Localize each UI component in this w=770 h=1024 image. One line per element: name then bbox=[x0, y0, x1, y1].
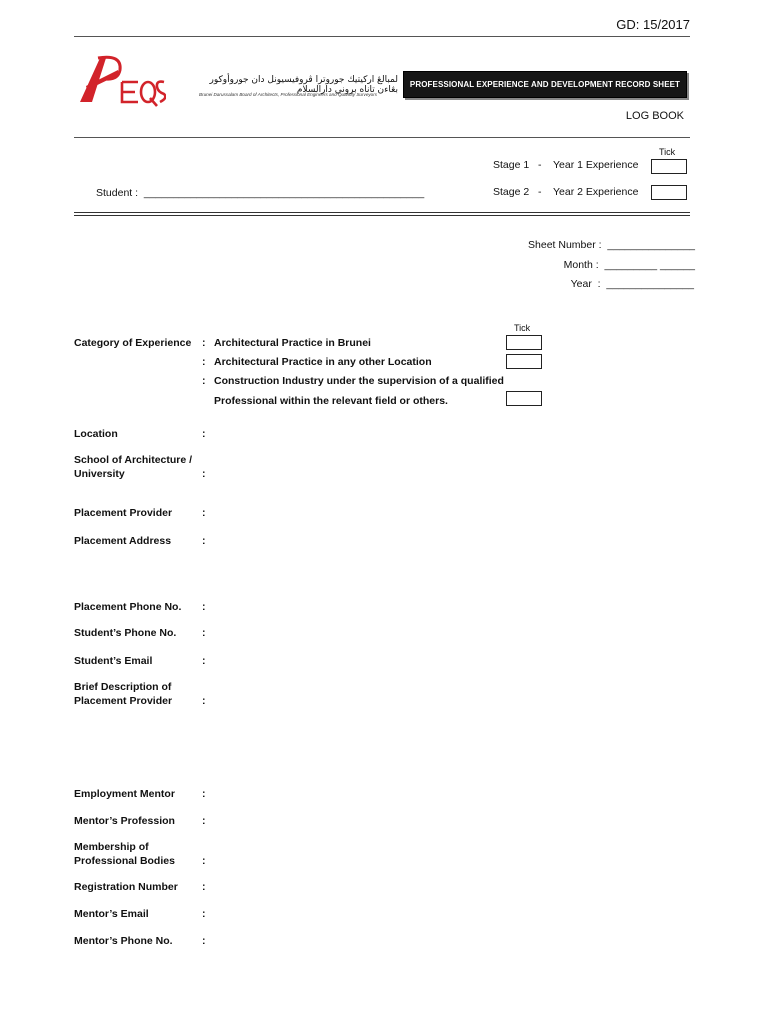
membership-label-line2: Professional Bodies bbox=[74, 855, 175, 867]
category-colon-2: : bbox=[202, 356, 206, 368]
mentor-profession-colon: : bbox=[202, 815, 206, 827]
sheet-number-field[interactable]: Sheet Number : _______________ bbox=[528, 239, 695, 251]
category-colon-3: : bbox=[202, 375, 206, 387]
stage1-dash: - bbox=[538, 159, 542, 171]
document-title-text: PROFESSIONAL EXPERIENCE AND DEVELOPMENT RECORD SHEET bbox=[409, 80, 681, 89]
year-field[interactable]: Year : _______________ bbox=[570, 278, 694, 290]
school-colon: : bbox=[202, 468, 206, 480]
logo-arabic-text: لمبالڠ اركيتيك جوروترا ڤروفيسيونل دان جوروأوكور بڠاءن تاناه بروني دارالسلام bbox=[209, 75, 398, 95]
employment-mentor-label: Employment Mentor bbox=[74, 788, 175, 800]
stage-tick-label: Tick bbox=[659, 147, 676, 157]
placement-address-colon: : bbox=[202, 535, 206, 547]
stage2-dash: - bbox=[538, 186, 542, 198]
registration-number-colon: : bbox=[202, 881, 206, 893]
student-email-colon: : bbox=[202, 655, 206, 667]
log-book-label: LOG BOOK bbox=[625, 110, 684, 122]
student-email-label: Student’s Email bbox=[74, 655, 153, 667]
month-field[interactable]: Month : _________ ______ bbox=[563, 259, 695, 271]
stage2-description: Year 2 Experience bbox=[553, 186, 639, 198]
category-other-location-tick-box[interactable] bbox=[506, 354, 542, 369]
category-construction-tick-box[interactable] bbox=[506, 391, 542, 406]
category-label: Category of Experience bbox=[74, 337, 192, 349]
category-option-construction: Construction Industry under the supervision of a qualified bbox=[214, 375, 504, 387]
location-label: Location bbox=[74, 428, 118, 440]
placement-provider-colon: : bbox=[202, 507, 206, 519]
top-divider bbox=[74, 36, 690, 37]
student-phone-colon: : bbox=[202, 627, 206, 639]
category-tick-label: Tick bbox=[514, 323, 531, 333]
school-label-line2: University bbox=[74, 468, 125, 480]
logo-english-text: Brunei Darussalam Board of Architects, Professional Engineers and Quantity Surveyors bbox=[199, 92, 378, 97]
stage2-label: Stage 2 bbox=[493, 186, 530, 198]
category-colon-1: : bbox=[202, 337, 206, 349]
category-brunei-tick-box[interactable] bbox=[506, 335, 542, 350]
stage1-label: Stage 1 bbox=[493, 159, 530, 171]
document-title bbox=[403, 71, 687, 98]
brief-description-colon: : bbox=[202, 695, 206, 707]
mentor-email-colon: : bbox=[202, 908, 206, 920]
mentor-phone-label: Mentor’s Phone No. bbox=[74, 935, 173, 947]
category-option-construction-cont: Professional within the relevant field or others. bbox=[214, 395, 448, 407]
stage-divider bbox=[74, 212, 690, 216]
placement-phone-label: Placement Phone No. bbox=[74, 601, 182, 613]
membership-colon: : bbox=[202, 855, 206, 867]
stage1-tick-box[interactable] bbox=[651, 159, 687, 174]
document-code: GD: 15/2017 bbox=[616, 17, 690, 32]
placement-phone-colon: : bbox=[202, 601, 206, 613]
stage2-tick-box[interactable] bbox=[651, 185, 687, 200]
employment-mentor-colon: : bbox=[202, 788, 206, 800]
placement-address-label: Placement Address bbox=[74, 535, 172, 547]
mentor-profession-label: Mentor’s Profession bbox=[74, 815, 175, 827]
registration-number-label: Registration Number bbox=[74, 881, 178, 893]
mentor-phone-colon: : bbox=[202, 935, 206, 947]
student-field[interactable]: Student : ________________________________________________ bbox=[96, 187, 425, 199]
stage1-description: Year 1 Experience bbox=[553, 159, 639, 171]
school-label-line1: School of Architecture / bbox=[74, 454, 193, 466]
header-divider bbox=[74, 137, 690, 138]
category-option-brunei: Architectural Practice in Brunei bbox=[214, 337, 371, 349]
category-option-other-location: Architectural Practice in any other Location bbox=[214, 356, 432, 368]
brief-description-label-line2: Placement Provider bbox=[74, 695, 173, 707]
mentor-email-label: Mentor’s Email bbox=[74, 908, 149, 920]
placement-provider-label: Placement Provider bbox=[74, 507, 173, 519]
location-colon: : bbox=[202, 428, 206, 440]
student-phone-label: Student’s Phone No. bbox=[74, 627, 177, 639]
membership-label-line1: Membership of bbox=[74, 841, 149, 853]
apeqs-logo-icon bbox=[78, 52, 166, 108]
brief-description-label-line1: Brief Description of bbox=[74, 681, 172, 693]
